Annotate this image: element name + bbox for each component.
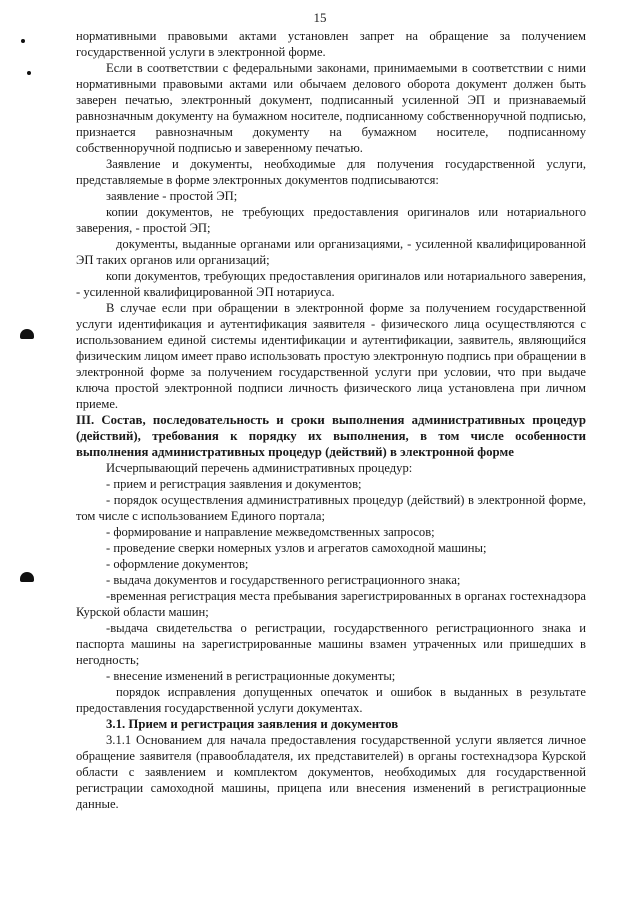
paragraph: 3.1.1 Основанием для начала предоставления государственной услуги является личное обращение заявителя (правообладателя, их представителей) в органы гостехнадзора Курской области с заявлением и комплектом документов, необходимых для государственной регистрации самоходной машины, прицепа или внесения изменений в регистрационные данные. [76,733,586,811]
paragraph: - порядок осуществления административных процедур (действий) в электронной форме, том числе с использованием Единого портала; [76,493,586,523]
paragraph: Если в соответствии с федеральными законами, принимаемыми в соответствии с ними нормативными правовыми актами или обычаем делового оборота документ должен быть заверен печатью, электронный документ, подписанный усиленной ЭП и признаваемый равнозначным документу на бумажном носителе, подписанному собственноручной подписью, признается равнозначным документу на бумажном носителе, подписанному собственноручной подписью и заверенному печатью. [76,61,586,155]
section-heading: III. Состав, последовательность и сроки выполнения административных процедур (действий), требования к порядку их выполнения, в том числе особенности выполнения административных процедур (действий) в электронной форме [76,413,586,459]
subsection-heading: 3.1. Прием и регистрация заявления и документов [106,717,399,731]
punch-hole-mark [20,572,34,582]
scan-speck [21,39,25,43]
paragraph: - прием и регистрация заявления и документов; [106,477,362,491]
paragraph: - формирование и направление межведомственных запросов; [106,525,435,539]
paragraph: -выдача свидетельства о регистрации, государственного регистрационного знака и паспорта машины на зарегистрированные машины взамен утраченных или пришедших в негодность; [76,621,586,667]
paragraph: - выдача документов и государственного регистрационного знака; [106,573,461,587]
paragraph: порядок исправления допущенных опечаток и ошибок в выданных в результате предоставления государственной услуги документах. [76,685,586,715]
paragraph: - оформление документов; [106,557,249,571]
paragraph: нормативными правовыми актами установлен запрет на обращение за получением государственной услуги в электронной форме. [76,29,586,59]
paragraph: копии документов, не требующих предоставления оригиналов или нотариального заверения, - простой ЭП; [76,205,586,235]
paragraph: - проведение сверки номерных узлов и агрегатов самоходной машины; [106,541,487,555]
scan-speck [27,71,31,75]
paragraph: Исчерпывающий перечень административных процедур: [106,461,413,475]
document-body [76,28,586,812]
paragraph: документы, выданные органами или организациями, - усиленной квалифицированной ЭП таких органов или организаций; [76,237,586,267]
page-number: 15 [313,10,327,25]
paragraph: Заявление и документы, необходимые для получения государственной услуги, представляемые в форме электронных документов подписываются: [76,157,586,187]
paragraph: копи документов, требующих предоставления оригиналов или нотариального заверения, - усиленной квалифицированной ЭП нотариуса. [76,269,586,299]
punch-hole-mark [20,329,34,339]
paragraph: заявление - простой ЭП; [106,189,238,203]
paragraph: - внесение изменений в регистрационные документы; [106,669,396,683]
paragraph: -временная регистрация места пребывания зарегистрированных в органах гостехнадзора Курской области машин; [76,589,586,619]
paragraph: В случае если при обращении в электронной форме за получением государственной услуги идентификация и аутентификация заявителя - физического лица осуществляются с использованием единой системы идентификации и аутентификации, заявитель, являющийся физическим лицом имеет право использовать простую электронную подпись при обращении в электронной форме за получением государственной услуги при условии, что при выдаче ключа простой электронной подписи личность физического лица установлена при личном приеме. [76,301,586,411]
